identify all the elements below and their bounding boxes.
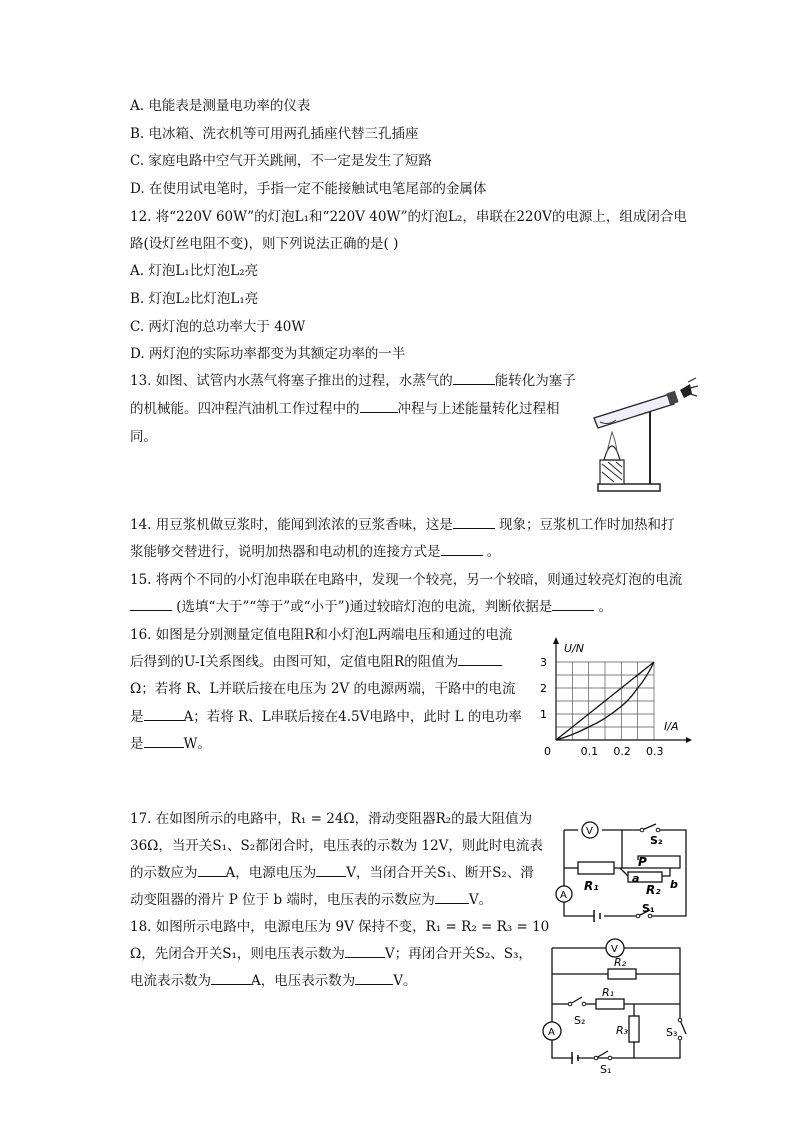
x-tick-label: 0.1 xyxy=(580,745,599,758)
q12-stem-line2: 路(设灯丝电阻不变)，则下列说法正确的是( ) xyxy=(130,236,399,252)
q13-text: 冲程与上述能量转化过程相 xyxy=(397,401,560,417)
q14-text: 14. 用豆浆机做豆浆时，能闻到浓浓的豆浆香味，这是 xyxy=(130,517,453,533)
q18-text: 电流表示数为 xyxy=(130,973,211,989)
fig17-r2-label: R₂ xyxy=(646,883,661,897)
fig17-a-label: a xyxy=(632,872,640,885)
q16-text: 是 xyxy=(130,736,144,752)
fig18-voltmeter-label: V xyxy=(611,944,618,955)
q16-line2 xyxy=(130,653,502,671)
resistor-r3 xyxy=(629,1016,639,1042)
q15-text: 。 xyxy=(594,599,613,615)
q12-option-c: C. 两灯泡的总功率大于 40W xyxy=(130,319,306,335)
chart-ticks xyxy=(540,656,664,758)
fig17-ammeter-label: A xyxy=(560,890,567,901)
answer-blank[interactable] xyxy=(441,543,483,556)
q16-text: A；若将 R、L串联后接在4.5V电路中，此时 L 的电功率 xyxy=(183,709,522,725)
y-axis-arrow xyxy=(553,637,559,644)
q18-line2 xyxy=(130,945,532,963)
q16-text: W。 xyxy=(183,736,211,752)
answer-blank[interactable] xyxy=(130,598,172,611)
q13-line3: 同。 xyxy=(130,429,157,445)
resistor-r1 xyxy=(596,999,624,1009)
u-i-chart xyxy=(536,634,694,764)
fig17-s1-label: S₁ xyxy=(642,902,655,915)
q12-stem-line1: 12. 将“220V 60W”的灯泡L₁和“220V 40W”的灯泡L₂，串联在220V的电源上，组成闭合电 xyxy=(130,209,687,225)
q18-line1: 18. 如图所示电路中，电源电压为 9V 保持不变，R₁ = R₂ = R₃ = 10 xyxy=(130,919,550,935)
q14-text: 现象；豆浆机工作时加热和打 xyxy=(494,517,675,533)
fig17-voltmeter-label: V xyxy=(586,826,593,837)
x-axis-arrow xyxy=(686,737,692,743)
x-axis-label: I/A xyxy=(664,720,679,733)
q17-line1: 17. 在如图所示的电路中，R₁ = 24Ω，滑动变阻器R₂的最大阻值为 xyxy=(130,811,533,827)
fig17-p-label: P xyxy=(638,855,647,869)
y-axis-label: U/N xyxy=(564,642,584,655)
q18-text: V。 xyxy=(393,973,417,989)
fig17-r1-label: R₁ xyxy=(584,879,599,893)
q18-line3 xyxy=(130,972,417,990)
answer-blank[interactable] xyxy=(453,372,495,385)
q11-option-b: B. 电冰箱、洗衣机等可用两孔插座代替三孔插座 xyxy=(130,126,419,142)
q12-option-b: B. 灯泡L₂比灯泡L₁亮 xyxy=(130,291,259,307)
answer-blank[interactable] xyxy=(458,653,502,666)
fig18-ammeter-label: A xyxy=(548,1027,555,1038)
fig18-s1-label: S₁ xyxy=(600,1063,612,1076)
fig17-s2-label: S₂ xyxy=(650,834,663,847)
q15-line1: 15. 将两个不同的小灯泡串联在电路中，发现一个较亮，另一个较暗，则通过较亮灯泡的电流 xyxy=(130,572,683,588)
q17-text: 的示数应为 xyxy=(130,865,198,881)
answer-blank[interactable] xyxy=(316,864,346,877)
q11-option-a: A. 电能表是测量电功率的仪表 xyxy=(130,98,311,114)
answer-blank[interactable] xyxy=(453,516,495,529)
q11-option-c: C. 家庭电路中空气开关跳闸，不一定是发生了短路 xyxy=(130,153,432,169)
answer-blank[interactable] xyxy=(355,972,393,985)
q16-text: 后得到的U-I关系图线。由图可知，定值电阻R的阻值为 xyxy=(130,654,459,670)
answer-blank[interactable] xyxy=(198,864,226,877)
circuit-diagram-17 xyxy=(550,816,690,922)
answer-blank[interactable] xyxy=(552,598,594,611)
q17-line3 xyxy=(130,864,534,882)
q13-line2 xyxy=(130,400,560,418)
y-tick-label: 2 xyxy=(540,682,547,695)
q12-option-d: D. 两灯泡的实际功率都变为其额定功率的一半 xyxy=(130,346,406,362)
q11-option-d: D. 在使用试电笔时，手指一定不能接触试电笔尾部的金属体 xyxy=(130,181,487,197)
q16-line1: 16. 如图是分别测量定值电阻R和小灯泡L两端电压和通过的电流 xyxy=(130,627,513,643)
q17-line2: 36Ω，当开关S₁、S₂都闭合时，电压表的示数为 12V，则此时电流表 xyxy=(130,838,543,854)
x-tick-label: 0.3 xyxy=(646,745,664,758)
q14-text: 浆能够交替进行，说明加热器和电动机的连接方式是 xyxy=(130,544,441,560)
q16-line3: Ω；若将 R、L并联后接在电压为 2V 的电源两端，干路中的电流 xyxy=(130,681,516,697)
x-tick-label: 0 xyxy=(544,745,551,758)
resistor-r2 xyxy=(608,969,636,979)
q16-line4 xyxy=(130,708,522,726)
q14-line1 xyxy=(130,516,675,534)
q17-text: V，当闭合开关S₁、断开S₂、滑 xyxy=(346,865,534,881)
q13-text: 的机械能。四冲程汽油机工作过程中的 xyxy=(130,401,360,417)
fig18-r1-label: R₁ xyxy=(602,986,615,999)
q18-text: V；再闭合开关S₂、S₃， xyxy=(384,946,532,962)
answer-blank[interactable] xyxy=(144,708,184,721)
fig18-s2-label: S₂ xyxy=(574,1014,586,1027)
q15-text: (选填“大于”“等于”或“小于”)通过较暗灯泡的电流，判断依据是 xyxy=(172,599,553,615)
q13-line1 xyxy=(130,372,576,390)
answer-blank[interactable] xyxy=(345,945,385,958)
q13-text: 能转化为塞子 xyxy=(494,373,576,389)
q17-text: V。 xyxy=(468,892,493,908)
q16-line5 xyxy=(130,735,211,753)
q18-text: Ω，先闭合开关S₁，则电压表示数为 xyxy=(130,946,345,962)
y-tick-label: 1 xyxy=(540,708,547,721)
answer-blank[interactable] xyxy=(360,400,398,413)
test-tube-figure xyxy=(590,372,700,494)
y-tick-label: 3 xyxy=(540,656,547,669)
answer-blank[interactable] xyxy=(211,972,251,985)
q14-text: 。 xyxy=(482,544,501,560)
fig17-b-label: b xyxy=(670,878,678,891)
fig18-r2-label: R₂ xyxy=(614,956,627,969)
q18-text: A，电压表示数为 xyxy=(251,973,356,989)
x-tick-label: 0.2 xyxy=(613,745,631,758)
fig18-r3-label: R₃ xyxy=(616,1024,629,1037)
answer-blank[interactable] xyxy=(144,735,184,748)
circuit-diagram-18 xyxy=(534,934,692,1076)
q17-text: 动变阻器的滑片 P 位于 b 端时，电压表的示数应为 xyxy=(130,892,435,908)
q14-line2 xyxy=(130,543,500,561)
q15-line2 xyxy=(130,598,612,616)
q13-text: 13. 如图、试管内水蒸气将塞子推出的过程，水蒸气的 xyxy=(130,373,453,389)
q16-text: 是 xyxy=(130,709,144,725)
fig18-s3-label: S₃ xyxy=(666,1026,678,1039)
q17-text: A，电源电压为 xyxy=(225,865,317,881)
q17-line4 xyxy=(130,891,492,909)
q12-option-a: A. 灯泡L₁比灯泡L₂亮 xyxy=(130,263,259,279)
answer-blank[interactable] xyxy=(435,891,469,904)
